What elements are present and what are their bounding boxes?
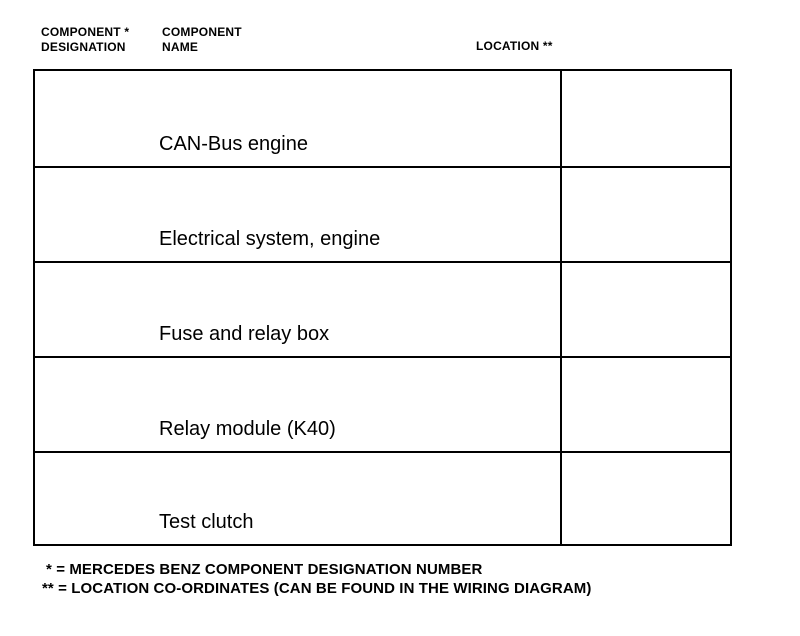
table-row (35, 451, 730, 544)
component-name-cell: Relay module (K40) (159, 418, 336, 440)
header-designation-line1: COMPONENT * (41, 25, 130, 39)
header-location (476, 39, 553, 54)
table-row (35, 261, 730, 356)
footnote-designation: * = MERCEDES BENZ COMPONENT DESIGNATION NUMBER (46, 561, 483, 578)
header-component-designation (41, 25, 129, 55)
component-name-cell: CAN-Bus engine (159, 133, 308, 155)
footnote-location: ** = LOCATION CO-ORDINATES (CAN BE FOUND IN THE WIRING DIAGRAM) (42, 580, 592, 597)
component-table (33, 69, 732, 546)
header-designation-line2: DESIGNATION (41, 40, 126, 54)
table-row (35, 166, 730, 261)
table-row (35, 71, 730, 166)
header-name-line2: NAME (162, 40, 199, 54)
header-location-label: LOCATION ** (476, 39, 553, 53)
location-column-divider (560, 71, 562, 544)
component-name-cell: Electrical system, engine (159, 228, 381, 250)
header-name-line1: COMPONENT (162, 25, 242, 39)
component-name-cell: Fuse and relay box (159, 323, 330, 345)
table-row (35, 356, 730, 451)
component-name-cell: Test clutch (159, 511, 254, 533)
header-component-name (162, 25, 242, 55)
